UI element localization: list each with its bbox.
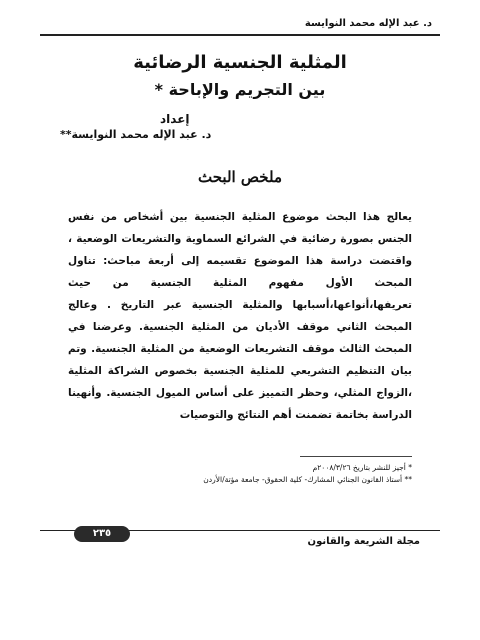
journal-name: مجلة الشريعة والقانون [307, 536, 420, 547]
prepared-by-label: إعداد [160, 112, 190, 126]
abstract-body: يعالج هذا البحث موضوع المثلية الجنسية بين أشخاص من نفس الجنس بصورة رضائية في الشرائع السماوية والتشريعات الوضعية ، واقتضت دراسة هذا الموضوع تقسيمه إلى أربعة مباحث: تناول المبحث الأول مفهوم المثلية الجنسية من حيث تعريفها،أنواعها،أسبابها والمثلية الجنسية عبر التاريخ . وعالج المبحث الثاني موقف الأديان من المثلية الجنسية. وعرضنا في المبحث الثالث موقف التشريعات الوضعية من المثلية الجنسية. وتم بيان التنظيم التشريعي للمثلية الجنسية بخصوص الشراكة المثلية ،الزواج المثلي، وحظر التمييز على أساس الميول الجنسية. وأنهينا الدراسة بخاتمة تضمنت أهم النتائج والتوصيات [68, 211, 412, 421]
running-head-text: د. عبد الإله محمد النوايسة [304, 18, 432, 29]
footnote-1: * أجيز للنشر بتاريخ ٢٠٠٨/٣/٢٦م [312, 463, 412, 472]
page-number: ٢٣٥ [74, 526, 130, 542]
abstract-heading: ملخص البحث [198, 168, 282, 186]
footnote-2: ** أستاذ القانون الجنائي المشارك- كلية الحقوق- جامعة مؤتة/الأردن [203, 475, 412, 484]
footnote-rule [300, 456, 412, 457]
title-line-1: المثلية الجنسية الرضائية [133, 52, 347, 73]
title-line-2: بين التجريم والإباحة * [154, 80, 326, 99]
footnotes [150, 462, 412, 486]
header-rule [40, 34, 440, 36]
author-name: د. عبد الإله محمد النوايسة** [60, 128, 212, 141]
running-header [40, 18, 440, 34]
